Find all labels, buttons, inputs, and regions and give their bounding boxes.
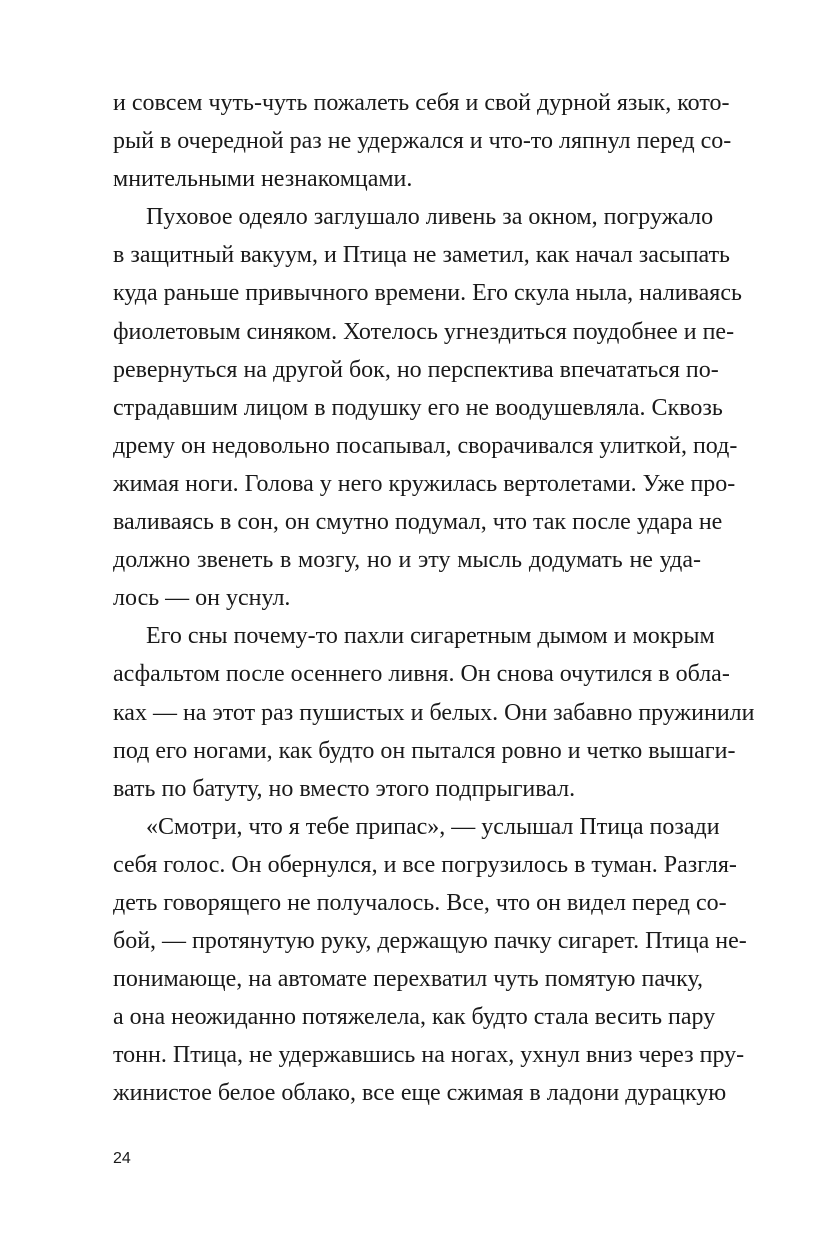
text-line: дрему он недовольно посапывал, сворачивался улиткой, под- (113, 432, 738, 459)
text-line: и совсем чуть-чуть пожалеть себя и свой дурной язык, кото- (113, 90, 730, 116)
text-line: вать по батуту, но вместо этого подпрыгивал. (113, 775, 576, 802)
page-number: 24 (113, 1150, 131, 1167)
text-line: асфальтом после осеннего ливня. Он снова очутился в обла- (113, 661, 730, 688)
text-line: тонн. Птица, не удержавшись на ногах, ухнул вниз через пру- (113, 1042, 745, 1069)
text-line: под его ногами, как будто он пытался ровно и четко вышаги- (113, 737, 736, 764)
text-line: понимающе, на автомате перехватил чуть помятую пачку, (113, 966, 703, 993)
text-line: жинистое белое облако, все еще сжимая в ладони дурацкую (113, 1080, 727, 1107)
text-line: деть говорящего не получалось. Все, что он видел перед со- (113, 889, 727, 916)
body-text (113, 84, 755, 1113)
text-line: страдавшим лицом в подушку его не воодушевляла. Сквозь (113, 394, 723, 421)
text-line: в защитный вакуум, и Птица не заметил, как начал засыпать (113, 242, 731, 269)
text-line: жимая ноги. Голова у него кружилась вертолетами. Уже про- (113, 470, 736, 497)
text-line: валиваясь в сон, он смутно подумал, что так после удара не (113, 509, 723, 536)
text-line: фиолетовым синяком. Хотелось угнездиться поудобнее и пе- (113, 318, 735, 345)
text-line: себя голос. Он обернулся, и все погрузилось в туман. Разгля- (113, 851, 737, 878)
text-line: рый в очередной раз не удержался и что-то ляпнул перед со- (113, 128, 732, 155)
text-line: Его сны почему-то пахли сигаретным дымом и мокрым (146, 623, 715, 650)
text-line: Пуховое одеяло заглушало ливень за окном, погружало (146, 204, 714, 231)
text-line: куда раньше привычного времени. Его скула ныла, наливаясь (113, 280, 742, 307)
text-line: ках — на этот раз пушистых и белых. Они забавно пружинили (113, 699, 755, 726)
text-line: бой, — протянутую руку, держащую пачку сигарет. Птица не- (113, 928, 747, 955)
text-line: должно звенеть в мозгу, но и эту мысль додумать не уда- (113, 547, 701, 574)
text-line: ревернуться на другой бок, но перспектива впечататься по- (113, 356, 719, 383)
text-line: «Смотри, что я тебе припас», — услышал Птица позади (146, 813, 720, 840)
text-line: а она неожиданно потяжелела, как будто стала весить пару (113, 1004, 716, 1031)
text-line: мнительными незнакомцами. (113, 166, 413, 193)
text-line: лось — он уснул. (113, 585, 291, 612)
